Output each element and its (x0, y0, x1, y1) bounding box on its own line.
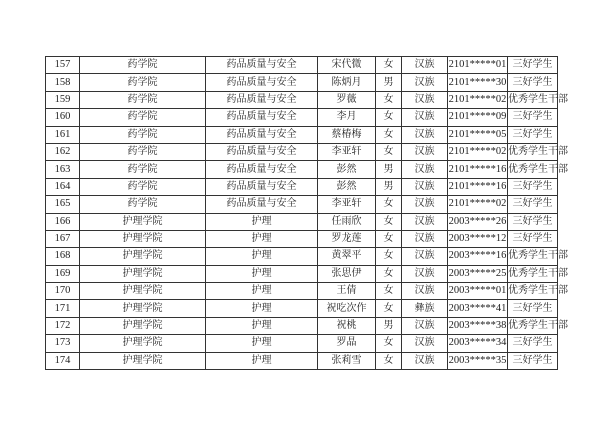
major-cell: 护理 (206, 248, 318, 265)
gender-cell: 女 (376, 335, 402, 352)
ethnicity-cell: 汉族 (402, 57, 448, 74)
gender-cell: 女 (376, 265, 402, 282)
college-cell: 药学院 (80, 74, 206, 91)
college-cell: 护理学院 (80, 335, 206, 352)
major-cell: 药品质量与安全 (206, 57, 318, 74)
major-cell: 药品质量与安全 (206, 74, 318, 91)
gender-cell: 女 (376, 213, 402, 230)
student-name-cell: 彭然 (318, 161, 376, 178)
award-cell: 三好学生 (508, 57, 558, 74)
major-cell: 护理 (206, 300, 318, 317)
award-cell: 三好学生 (508, 352, 558, 369)
row-number: 158 (46, 74, 80, 91)
gender-cell: 男 (376, 74, 402, 91)
table-row (46, 352, 558, 369)
ethnicity-cell: 汉族 (402, 91, 448, 108)
gender-cell: 女 (376, 248, 402, 265)
college-cell: 护理学院 (80, 300, 206, 317)
award-cell: 优秀学生干部 (508, 265, 558, 282)
student-id-cell: 2101*****16 (448, 161, 508, 178)
award-cell: 优秀学生干部 (508, 143, 558, 160)
row-number: 157 (46, 57, 80, 74)
student-name-cell: 李月 (318, 109, 376, 126)
student-id-cell: 2003*****35 (448, 352, 508, 369)
college-cell: 药学院 (80, 196, 206, 213)
award-cell: 三好学生 (508, 300, 558, 317)
major-cell: 药品质量与安全 (206, 178, 318, 195)
row-number: 167 (46, 230, 80, 247)
student-name-cell: 李亚轩 (318, 143, 376, 160)
student-id-cell: 2003*****25 (448, 265, 508, 282)
award-cell: 三好学生 (508, 335, 558, 352)
gender-cell: 女 (376, 126, 402, 143)
student-id-cell: 2003*****41 (448, 300, 508, 317)
award-cell: 三好学生 (508, 109, 558, 126)
table-row (46, 178, 558, 195)
college-cell: 护理学院 (80, 213, 206, 230)
gender-cell: 女 (376, 230, 402, 247)
award-cell: 三好学生 (508, 126, 558, 143)
student-id-cell: 2101*****02 (448, 143, 508, 160)
college-cell: 护理学院 (80, 283, 206, 300)
gender-cell: 女 (376, 352, 402, 369)
award-cell: 优秀学生干部 (508, 91, 558, 108)
student-name-cell: 王倩 (318, 283, 376, 300)
gender-cell: 男 (376, 161, 402, 178)
row-number: 160 (46, 109, 80, 126)
student-name-cell: 李亚轩 (318, 196, 376, 213)
table-row (46, 161, 558, 178)
college-cell: 药学院 (80, 178, 206, 195)
ethnicity-cell: 汉族 (402, 335, 448, 352)
gender-cell: 女 (376, 91, 402, 108)
major-cell: 药品质量与安全 (206, 143, 318, 160)
table-body (46, 57, 568, 370)
row-number: 159 (46, 91, 80, 108)
gender-cell: 男 (376, 317, 402, 334)
college-cell: 药学院 (80, 161, 206, 178)
major-cell: 护理 (206, 213, 318, 230)
ethnicity-cell: 汉族 (402, 230, 448, 247)
student-id-cell: 2101*****01 (448, 57, 508, 74)
student-id-cell: 2101*****16 (448, 178, 508, 195)
student-name-cell: 罗薇 (318, 91, 376, 108)
major-cell: 护理 (206, 283, 318, 300)
student-name-cell: 任雨欣 (318, 213, 376, 230)
award-cell: 三好学生 (508, 178, 558, 195)
ethnicity-cell: 彝族 (402, 300, 448, 317)
ethnicity-cell: 汉族 (402, 213, 448, 230)
major-cell: 药品质量与安全 (206, 161, 318, 178)
row-number: 173 (46, 335, 80, 352)
table-row (46, 213, 558, 230)
major-cell: 药品质量与安全 (206, 196, 318, 213)
table-row (46, 109, 558, 126)
award-cell: 三好学生 (508, 74, 558, 91)
row-number: 168 (46, 248, 80, 265)
table-row (46, 265, 558, 282)
ethnicity-cell: 汉族 (402, 265, 448, 282)
college-cell: 药学院 (80, 143, 206, 160)
student-name-cell: 罗龙莲 (318, 230, 376, 247)
student-id-cell: 2101*****30 (448, 74, 508, 91)
ethnicity-cell: 汉族 (402, 248, 448, 265)
table-row (46, 143, 558, 160)
student-id-cell: 2101*****02 (448, 196, 508, 213)
ethnicity-cell: 汉族 (402, 196, 448, 213)
table-row (46, 300, 558, 317)
table-row (46, 196, 558, 213)
table-row (46, 335, 558, 352)
award-cell: 优秀学生干部 (508, 317, 558, 334)
student-name-cell: 张莉雪 (318, 352, 376, 369)
major-cell: 护理 (206, 265, 318, 282)
student-name-cell: 罗晶 (318, 335, 376, 352)
student-id-cell: 2003*****01 (448, 283, 508, 300)
student-id-cell: 2101*****02 (448, 91, 508, 108)
gender-cell: 女 (376, 283, 402, 300)
gender-cell: 女 (376, 143, 402, 160)
award-cell: 优秀学生干部 (508, 248, 558, 265)
table-row (46, 248, 558, 265)
ethnicity-cell: 汉族 (402, 143, 448, 160)
student-id-cell: 2003*****38 (448, 317, 508, 334)
gender-cell: 女 (376, 109, 402, 126)
college-cell: 护理学院 (80, 265, 206, 282)
row-number: 161 (46, 126, 80, 143)
student-id-cell: 2003*****26 (448, 213, 508, 230)
row-number: 162 (46, 143, 80, 160)
ethnicity-cell: 汉族 (402, 317, 448, 334)
award-cell: 三好学生 (508, 230, 558, 247)
major-cell: 护理 (206, 352, 318, 369)
ethnicity-cell: 汉族 (402, 161, 448, 178)
table-row (46, 230, 558, 247)
student-id-cell: 2003*****34 (448, 335, 508, 352)
college-cell: 药学院 (80, 91, 206, 108)
college-cell: 护理学院 (80, 352, 206, 369)
college-cell: 护理学院 (80, 230, 206, 247)
student-id-cell: 2101*****09 (448, 109, 508, 126)
college-cell: 护理学院 (80, 317, 206, 334)
student-id-cell: 2003*****12 (448, 230, 508, 247)
award-cell: 三好学生 (508, 213, 558, 230)
student-name-cell: 祝桃 (318, 317, 376, 334)
row-number: 164 (46, 178, 80, 195)
row-number: 163 (46, 161, 80, 178)
student-name-cell: 宋代微 (318, 57, 376, 74)
ethnicity-cell: 汉族 (402, 74, 448, 91)
award-cell: 优秀学生干部 (508, 161, 558, 178)
ethnicity-cell: 汉族 (402, 178, 448, 195)
table-row (46, 74, 558, 91)
award-cell: 三好学生 (508, 196, 558, 213)
student-id-cell: 2003*****16 (448, 248, 508, 265)
gender-cell: 女 (376, 300, 402, 317)
gender-cell: 女 (376, 57, 402, 74)
ethnicity-cell: 汉族 (402, 283, 448, 300)
major-cell: 药品质量与安全 (206, 91, 318, 108)
table-row (46, 91, 558, 108)
row-number: 166 (46, 213, 80, 230)
college-cell: 护理学院 (80, 248, 206, 265)
major-cell: 药品质量与安全 (206, 126, 318, 143)
student-name-cell: 蔡椿梅 (318, 126, 376, 143)
gender-cell: 女 (376, 196, 402, 213)
award-cell: 优秀学生干部 (508, 283, 558, 300)
college-cell: 药学院 (80, 57, 206, 74)
student-name-cell: 陈炳月 (318, 74, 376, 91)
row-number: 171 (46, 300, 80, 317)
student-name-cell: 黄翠平 (318, 248, 376, 265)
college-cell: 药学院 (80, 126, 206, 143)
major-cell: 护理 (206, 230, 318, 247)
row-number: 170 (46, 283, 80, 300)
table-row (46, 126, 558, 143)
major-cell: 药品质量与安全 (206, 109, 318, 126)
table-row (46, 317, 558, 334)
student-name-cell: 张思伊 (318, 265, 376, 282)
table-row (46, 57, 558, 74)
student-name-cell: 彭然 (318, 178, 376, 195)
ethnicity-cell: 汉族 (402, 109, 448, 126)
gender-cell: 男 (376, 178, 402, 195)
ethnicity-cell: 汉族 (402, 352, 448, 369)
table-row (46, 283, 558, 300)
ethnicity-cell: 汉族 (402, 126, 448, 143)
row-number: 172 (46, 317, 80, 334)
row-number: 169 (46, 265, 80, 282)
student-id-cell: 2101*****05 (448, 126, 508, 143)
major-cell: 护理 (206, 335, 318, 352)
student-name-cell: 祝吃次作 (318, 300, 376, 317)
row-number: 174 (46, 352, 80, 369)
awards-table (45, 56, 568, 370)
row-number: 165 (46, 196, 80, 213)
college-cell: 药学院 (80, 109, 206, 126)
major-cell: 护理 (206, 317, 318, 334)
